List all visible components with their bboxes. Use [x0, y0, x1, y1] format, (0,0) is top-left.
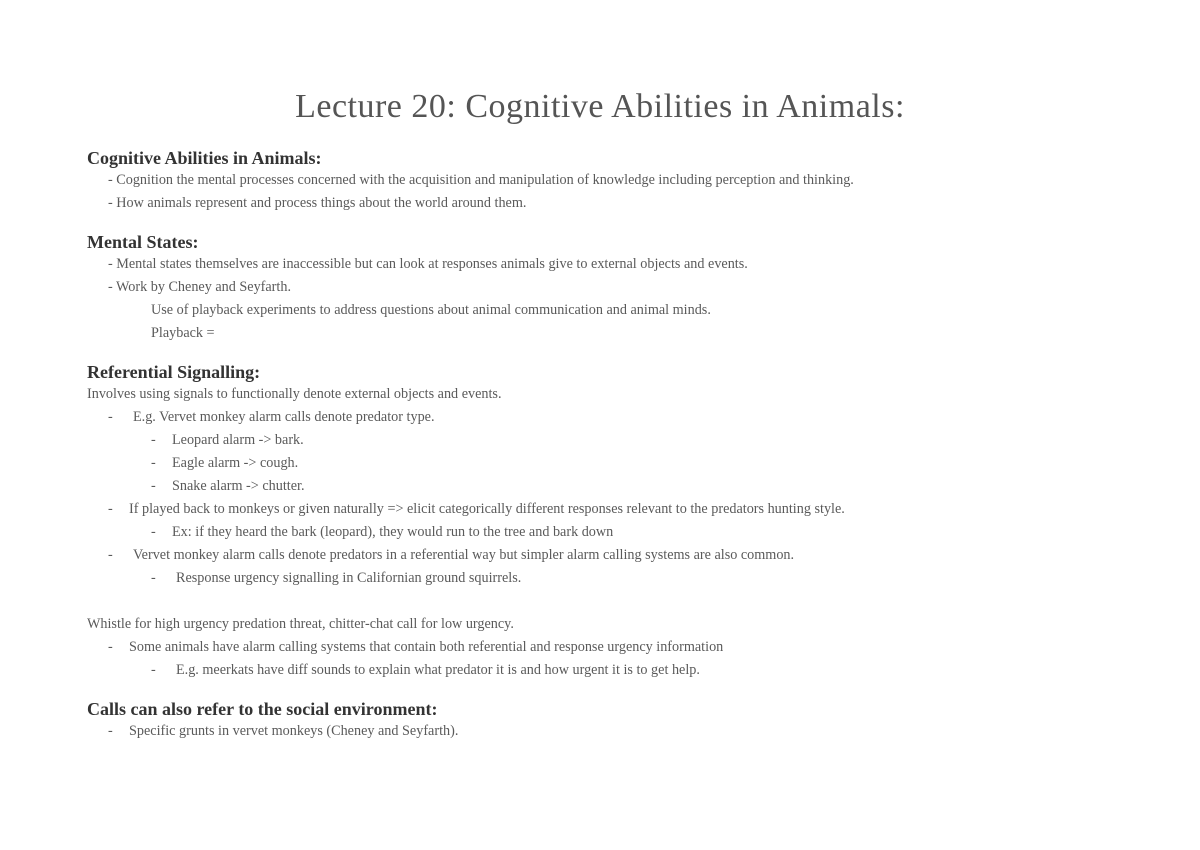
- referential-sub-bullet-4: Ex: if they heard the bark (leopard), they would run to the tree and bark down: [172, 524, 614, 540]
- section-heading-mental-states: Mental States:: [87, 232, 199, 252]
- referential-bullet-3: Vervet monkey alarm calls denote predators in a referential way but simpler alarm calling systems are also common.: [133, 547, 795, 563]
- bullet-dash: -: [151, 662, 156, 678]
- mental-line-2: - Work by Cheney and Seyfarth.: [108, 279, 291, 295]
- section-heading-referential: Referential Signalling:: [87, 362, 261, 382]
- referential-sub-bullet-3: Snake alarm -> chutter.: [172, 478, 305, 494]
- bullet-dash: -: [151, 478, 156, 494]
- referential-sub-bullet-1: Leopard alarm -> bark.: [172, 432, 304, 448]
- referential-bullet-1: E.g. Vervet monkey alarm calls denote predator type.: [133, 409, 435, 425]
- bullet-dash: -: [108, 639, 113, 655]
- referential-sub-bullet-5: Response urgency signalling in Californian ground squirrels.: [176, 570, 522, 586]
- cognitive-line-1: - Cognition the mental processes concerned with the acquisition and manipulation of knowledge including perception and thinking.: [108, 172, 854, 188]
- page-title: Lecture 20: Cognitive Abilities in Animals:: [295, 88, 905, 125]
- section-heading-cognitive: Cognitive Abilities in Animals:: [87, 148, 322, 168]
- bullet-dash: -: [151, 524, 156, 540]
- bullet-dash: -: [151, 432, 156, 448]
- cognitive-line-2: - How animals represent and process things about the world around them.: [108, 195, 527, 211]
- bullet-dash: -: [108, 723, 113, 739]
- bullet-dash: -: [108, 547, 113, 563]
- section-heading-social: Calls can also refer to the social environment:: [87, 699, 438, 719]
- bullet-dash: -: [108, 501, 113, 517]
- bullet-dash: -: [151, 455, 156, 471]
- mental-line-1: - Mental states themselves are inaccessible but can look at responses animals give to external objects and events.: [108, 256, 748, 272]
- referential-sub-bullet-6: E.g. meerkats have diff sounds to explain what predator it is and how urgent it is to get help.: [176, 662, 700, 678]
- bullet-dash: -: [108, 409, 113, 425]
- referential-sub-bullet-2: Eagle alarm -> cough.: [172, 455, 299, 471]
- referential-whistle-line: Whistle for high urgency predation threat, chitter-chat call for low urgency.: [87, 616, 514, 632]
- referential-bullet-2: If played back to monkeys or given naturally => elicit categorically different responses relevant to the predators hunting style.: [129, 501, 845, 517]
- referential-bullet-4: Some animals have alarm calling systems that contain both referential and response urgency information: [129, 639, 724, 655]
- bullet-dash: -: [151, 570, 156, 586]
- mental-line-3: Use of playback experiments to address questions about animal communication and animal minds.: [151, 302, 711, 318]
- referential-intro: Involves using signals to functionally denote external objects and events.: [87, 386, 502, 402]
- social-bullet-1: Specific grunts in vervet monkeys (Cheney and Seyfarth).: [129, 723, 459, 739]
- mental-line-4: Playback =: [151, 325, 215, 341]
